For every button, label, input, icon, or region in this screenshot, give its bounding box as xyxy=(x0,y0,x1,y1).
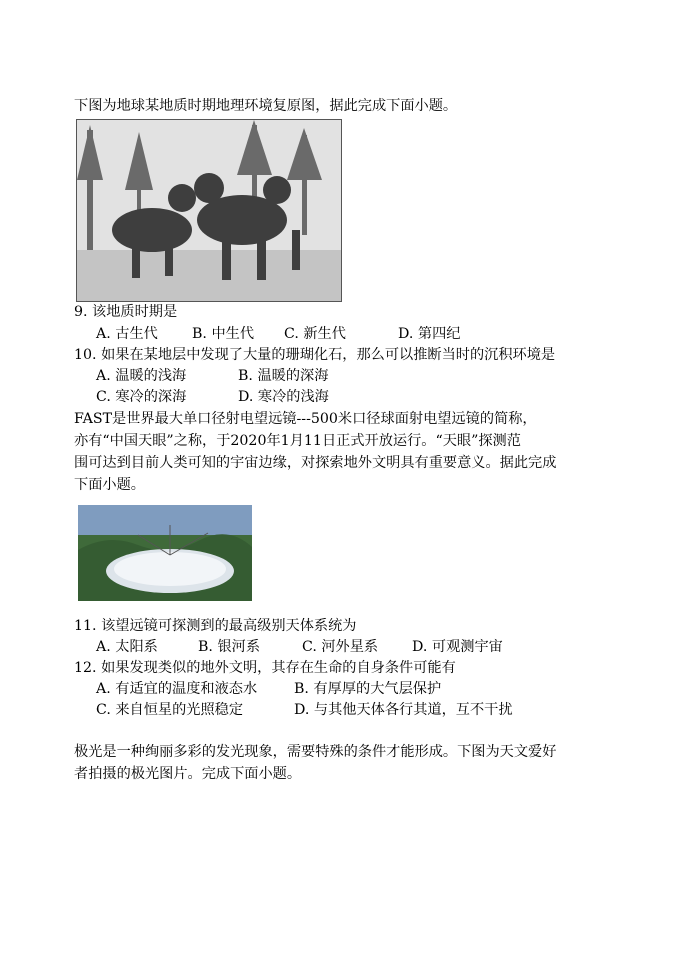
q10-options-row1 xyxy=(96,366,328,387)
intro-fast-line-2: 亦有“中国天眼”之称，于2020年1月11日正式开放运行。“天眼”探测范 xyxy=(74,433,521,449)
q11-option-a[interactable]: A. 太阳系 xyxy=(96,639,158,655)
q11-option-b[interactable]: B. 银河系 xyxy=(198,639,261,655)
intro-fast-line-3: 围可达到目前人类可知的宇宙边缘，对探索地外文明具有重要意义。据此完成 xyxy=(74,455,557,471)
q9-option-a[interactable]: A. 古生代 xyxy=(96,326,158,342)
q12-options-row2 xyxy=(96,700,513,721)
intro-aurora-line-2: 者拍摄的极光图片。完成下面小题。 xyxy=(74,766,302,782)
intro-aurora-line-1: 极光是一种绚丽多彩的发光现象，需要特殊的条件才能形成。下图为天文爱好 xyxy=(74,744,557,760)
q12-option-a[interactable]: A. 有适宜的温度和液态水 xyxy=(96,681,258,697)
q10-stem: 10. 如果在某地层中发现了大量的珊瑚化石，那么可以推断当时的沉积环境是 xyxy=(74,347,556,363)
q9-option-c[interactable]: C. 新生代 xyxy=(284,326,346,342)
q10-options-row2 xyxy=(96,387,329,408)
q9-option-b[interactable]: B. 中生代 xyxy=(192,326,255,342)
q11-option-d[interactable]: D. 可观测宇宙 xyxy=(412,639,503,655)
q10-option-b[interactable]: B. 温暖的深海 xyxy=(238,368,329,384)
q10-option-a[interactable]: A. 温暖的浅海 xyxy=(96,368,187,384)
q11-options xyxy=(96,637,503,658)
q11-option-c[interactable]: C. 河外星系 xyxy=(302,639,379,655)
q10-option-c[interactable]: C. 寒冷的深海 xyxy=(96,389,187,405)
intro-fast-line-1: FAST是世界最大单口径射电望远镜---500米口径球面射电望远镜的简称， xyxy=(74,411,537,427)
q10-option-d[interactable]: D. 寒冷的浅海 xyxy=(238,389,329,405)
q12-option-b[interactable]: B. 有厚厚的大气层保护 xyxy=(294,681,442,697)
q12-options-row1 xyxy=(96,679,441,700)
q12-option-d[interactable]: D. 与其他天体各行其道，互不干扰 xyxy=(294,702,513,718)
q11-stem: 11. 该望远镜可探测到的最高级别天体系统为 xyxy=(74,618,357,634)
q12-stem: 12. 如果发现类似的地外文明，其存在生命的自身条件可能有 xyxy=(74,660,456,676)
q9-options xyxy=(96,324,460,345)
q9-stem: 9. 该地质时期是 xyxy=(74,304,178,320)
dinosaur-reconstruction-image xyxy=(76,119,342,302)
fast-telescope-image xyxy=(78,505,252,601)
q12-option-c[interactable]: C. 来自恒星的光照稳定 xyxy=(96,702,244,718)
q9-option-d[interactable]: D. 第四纪 xyxy=(398,326,461,342)
intro-fast-line-4: 下面小题。 xyxy=(74,477,145,493)
intro-paleo: 下图为地球某地质时期地理环境复原图，据此完成下面小题。 xyxy=(74,98,458,114)
